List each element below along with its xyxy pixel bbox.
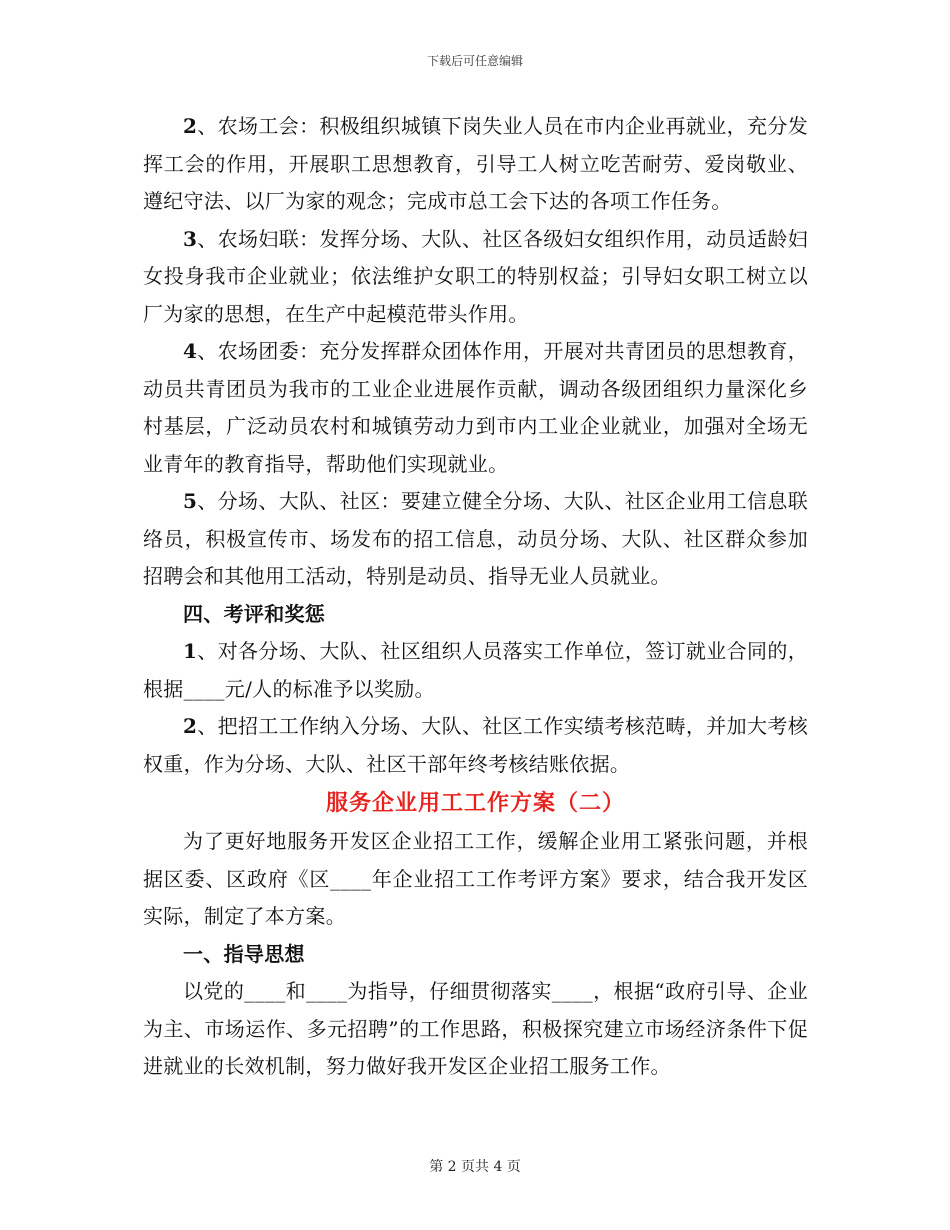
item-number: 2 xyxy=(183,114,198,138)
paragraph-assessment xyxy=(143,708,808,783)
item-number: 2 xyxy=(183,714,198,738)
paragraph-guiding-thought: 以党的____和____为指导，仔细贯彻落实____，根据“政府引导、企业为主、市场运作、多元招聘”的工作思路，积极探究建立市场经济条件下促进就业的长效机制，努力做好我开发区企业招工服务工作。 xyxy=(143,979,808,1078)
paragraph-farm-youth-league xyxy=(143,333,808,483)
item-number: 3 xyxy=(183,226,198,251)
paragraph-text: 、农场团委：充分发挥群众团体作用，开展对共青团员的思想教育，动员共青团员为我市的工业企业进展作贡献，调动各级团组织力量深化乡村基层，广泛动员农村和城镇劳动力到市内工业企业就业，加强对全场无业青年的教育指导，帮助他们实现就业。 xyxy=(143,339,808,476)
section-heading-evaluation: 四、考评和奖惩 xyxy=(183,601,326,626)
item-number: 1 xyxy=(183,639,198,663)
paragraph-farm-women-federation xyxy=(143,221,808,334)
paragraph-farm-union xyxy=(143,108,808,221)
paragraph-text: 、农场妇联：发挥分场、大队、社区各级妇女组织作用，动员适龄妇女投身我市企业就业；依法维护女职工的特别权益；引导妇女职工树立以厂为家的思想，在生产中起模范带头作用。 xyxy=(143,226,808,326)
paragraph-text: 、农场工会：积极组织城镇下岗失业人员在市内企业再就业，充分发挥工会的作用，开展职工思想教育，引导工人树立吃苦耐劳、爱岗敬业、遵纪守法、以厂为家的观念；完成市总工会下达的各项工作任务。 xyxy=(143,114,808,213)
item-number: 5 xyxy=(183,489,198,513)
paragraph-text: 、对各分场、大队、社区组织人员落实工作单位，签订就业合同的，根据____元/人的标准予以奖励。 xyxy=(143,639,808,701)
paragraph-text: 、把招工工作纳入分场、大队、社区工作实绩考核范畴，并加大考核权重，作为分场、大队、社区干部年终考核结账依据。 xyxy=(143,714,808,776)
document-title: 服务企业用工工作方案（二） xyxy=(325,790,625,816)
paragraph-reward xyxy=(143,633,808,708)
paragraph-intro: 为了更好地服务开发区企业招工工作，缓解企业用工紧张问题，并根据区委、区政府《区____年企业招工工作考评方案》要求，结合我开发区实际，制定了本方案。 xyxy=(143,829,808,928)
paragraph-branches-communities xyxy=(143,483,808,596)
item-number: 4 xyxy=(183,339,198,363)
page-header: 下载后可任意编辑 xyxy=(426,54,523,68)
page-footer: 第 2 页共 4 页 xyxy=(429,1159,521,1175)
paragraph-text: 、分场、大队、社区：要建立健全分场、大队、社区企业用工信息联络员，积极宣传市、场发布的招工信息，动员分场、大队、社区群众参加招聘会和其他用工活动，特别是动员、指导无业人员就业。 xyxy=(143,489,808,588)
section-heading-guiding-thought: 一、指导思想 xyxy=(183,941,305,966)
document-body xyxy=(143,108,808,1086)
